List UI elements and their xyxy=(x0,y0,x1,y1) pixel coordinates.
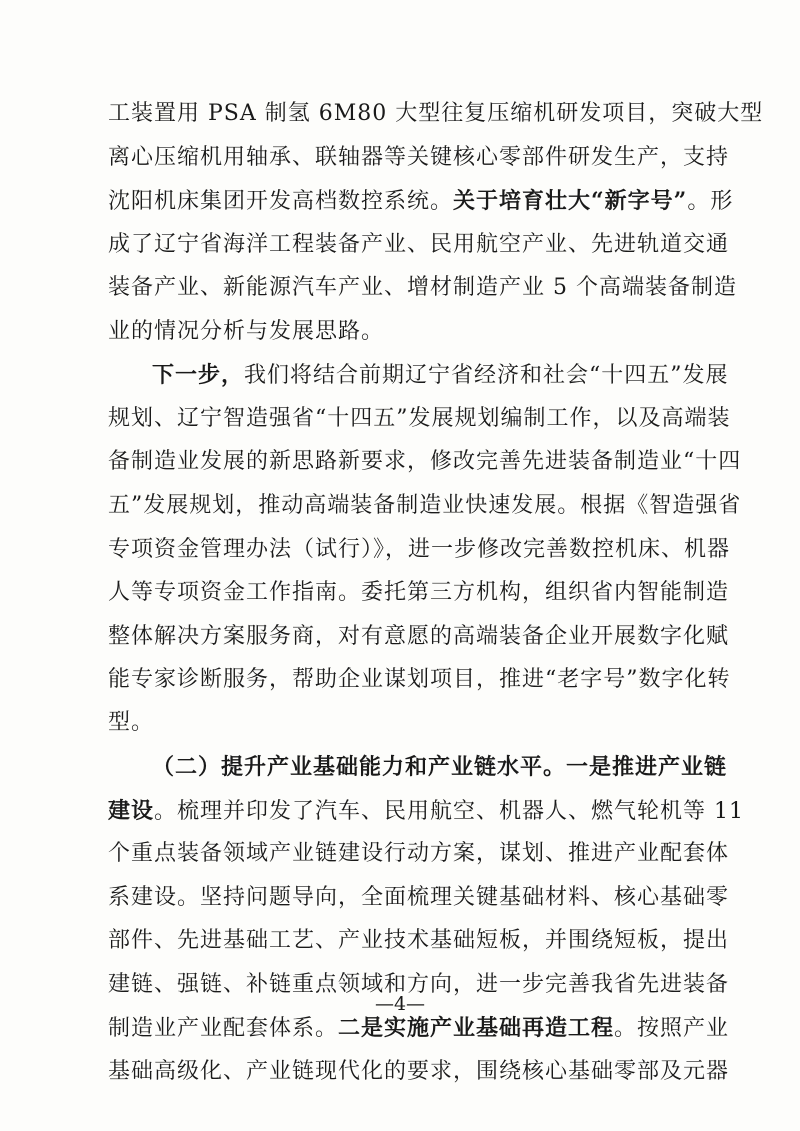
text-line xyxy=(108,94,764,134)
text-run: 基础高级化、产业链现代化的要求，围绕核心基础零部及元器 xyxy=(108,1059,730,1084)
text-line xyxy=(152,747,728,787)
text-run: 五”发展规划，推动高端装备制造业快速发展。根据《智造强省 xyxy=(108,493,742,518)
text-line xyxy=(108,138,730,178)
text-line xyxy=(108,312,698,352)
text-line xyxy=(108,921,730,961)
text-run: 离心压缩机用轴承、联轴器等关键核心零部件研发生产，支持 xyxy=(108,145,730,170)
bold-text-run: 建设 xyxy=(108,798,155,824)
text-line xyxy=(108,573,730,613)
bold-text-run: 关于培育壮大“新字号” xyxy=(453,188,688,214)
text-run: 。形 xyxy=(687,189,734,214)
bold-text-run: （二）提升产业基础能力和产业链水平。一是推进产业链 xyxy=(152,754,728,780)
text-run: 业的情况分析与发展思路。 xyxy=(108,319,385,344)
bold-text-run: 下一步， xyxy=(152,362,245,388)
text-run: 规划、辽宁智造强省“十四五”发展规划编制工作，以及高端装 xyxy=(108,406,731,431)
text-run: 。梳理并印发了汽车、民用航空、机器人、燃气轮机等 11 xyxy=(154,799,745,824)
text-run: 成了辽宁省海洋工程装备产业、民用航空产业、先进轨道交通 xyxy=(108,232,730,257)
text-run: 装备产业、新能源汽车产业、增材制造产业 5 个高端装备制造 xyxy=(108,275,737,300)
text-run: 个重点装备领域产业链建设行动方案，谋划、推进产业配套体 xyxy=(108,841,730,866)
text-line xyxy=(108,791,745,831)
text-run: 部件、先进基础工艺、产业技术基础短板，并围绕短板，提出 xyxy=(108,928,730,953)
text-run: 建链、强链、补链重点领域和方向，进一步完善我省先进装备 xyxy=(108,972,730,997)
text-run: 。按照产业 xyxy=(614,1016,730,1041)
text-line xyxy=(108,486,742,526)
text-line xyxy=(108,703,698,743)
text-line xyxy=(108,225,730,265)
text-line xyxy=(108,181,734,221)
text-line xyxy=(108,399,731,439)
text-run: 能专家诊断服务，帮助企业谋划项目，推进“老字号”数字化转 xyxy=(108,667,731,692)
text-line xyxy=(108,530,731,570)
text-line xyxy=(108,834,730,874)
text-line xyxy=(108,878,730,918)
text-run: 型。 xyxy=(108,710,155,735)
page-number: —4— xyxy=(374,993,426,1015)
text-line xyxy=(108,442,742,482)
text-line xyxy=(108,268,737,308)
text-run: 专项资金管理办法（试行）》，进一步修改完善数控机床、机器 xyxy=(108,537,731,562)
text-line xyxy=(108,617,730,657)
text-line xyxy=(108,660,731,700)
text-line xyxy=(108,1052,730,1092)
text-run: 备制造业发展的新思路新要求，修改完善先进装备制造业“十四 xyxy=(108,449,742,474)
text-run: 沈阳机床集团开发高档数控系统。 xyxy=(108,189,454,214)
text-run: 系建设。坚持问题导向，全面梳理关键基础材料、核心基础零 xyxy=(108,885,730,910)
text-run: 制造业产业配套体系。 xyxy=(108,1016,339,1041)
bold-text-run: 二是实施产业基础再造工程 xyxy=(338,1015,615,1041)
text-line xyxy=(152,355,729,395)
text-run: 我们将结合前期辽宁省经济和社会“十四五”发展 xyxy=(244,363,729,388)
text-run: 整体解决方案服务商，对有意愿的高端装备企业开展数字化赋 xyxy=(108,624,730,649)
text-run: 人等专项资金工作指南。委托第三方机构，组织省内智能制造 xyxy=(108,580,730,605)
text-run: 工装置用 PSA 制氢 6M80 大型往复压缩机研发项目，突破大型 xyxy=(108,101,764,126)
